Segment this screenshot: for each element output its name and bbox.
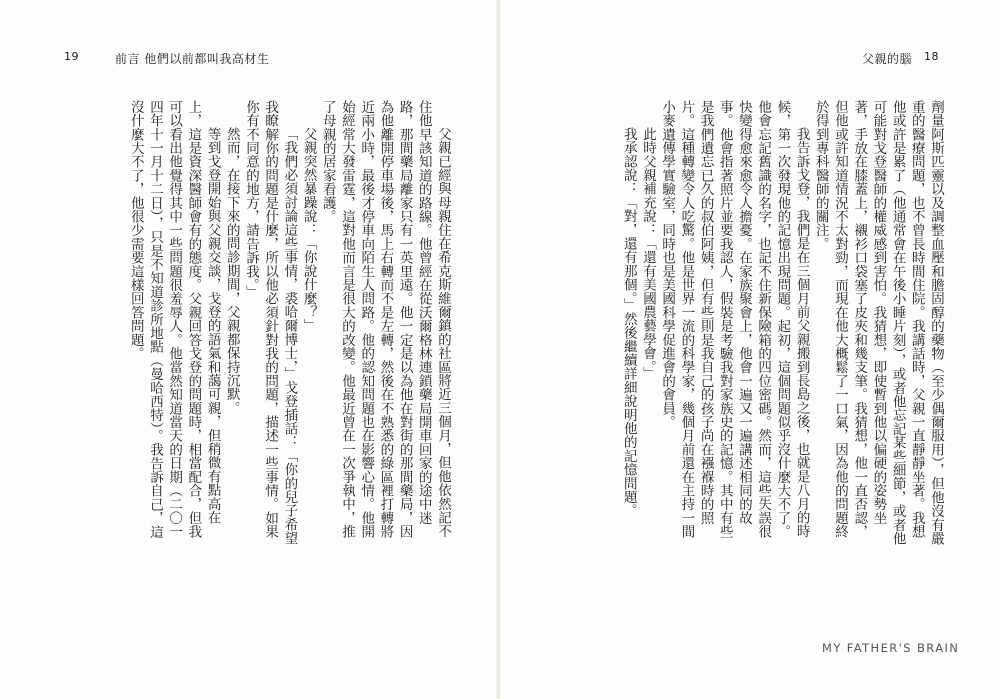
- right-paragraph: 劑量阿斯匹靈以及調整血壓和膽固醇的藥物（至少偶爾服用），但他沒有嚴重的醫療問題，也不曾長時間住院。我講話時，父親一直靜靜坐著。我想他或許是累了（他通常會在午後小睡片刻），或者他忘記某些細節，或者他可能對戈登醫師的權威感到害怕。我猜想，即使暫到他以偏硬的姿勢坐著，手放在膝蓋上，襯衫口袋塞了皮夾和幾支筆。我猜想，他一直否認，但他或許知道情況不太對勁，而現在他大概鬆了一口氣，因為他的問題終於得到專科醫師的關注。: [812, 100, 944, 546]
- left-running-head: 前言 他們以前都叫我高材生: [115, 52, 270, 66]
- right-page-number: 18: [924, 50, 939, 63]
- left-paragraph: 「我們必須討論這些事情，裘哈爾博士，」戈登插話：「你的兒子希望我瞭解你的問題是什麼，所以他必須針對我的問題，描述一些事情。如果你有不同意的地方，請告訴我。」: [242, 100, 298, 545]
- footer-book-title: MY FATHER'S BRAIN: [822, 641, 960, 655]
- right-body-text: [585, 100, 945, 550]
- right-page: [500, 0, 1000, 699]
- right-paragraph: 我告訴戈登，我們是在三個月前父親搬到長島之後，也就是八月的時候，第一次發現他的記憶出現問題。起初，這個問題似乎沒什麼大不了。他會忘記舊識的名字，也記不住新保險箱的四位密碼。然而，這些失誤很快變得愈來愈令人擔憂。在家族聚會上，他會一遍又一遍講述相同的故事。他會指著照片並要我認人，假裝是考驗我對家族史的記憶。其中有些是我們遺忘已久的叔伯阿姨，但有些則是我自己的孩子尚在襁褓時的照片。這種轉變令人吃驚。他是世界一流的科學家，幾個月前還在主持一間小麥遺傳學實驗室，同時也是美國科學促進會的會員。: [659, 100, 810, 539]
- left-paragraph: 然而，在接下來的問診期間，父親都保持沉默。: [223, 127, 240, 415]
- left-paragraph: 等到戈登開始與父親交談，戈登的語氣和藹可親，但稍微有點高在上，這是資深醫師會有的態度。父親回答戈登的問題時，相當配合，但我可以看出他覺得其中一些問題很羞辱人。他當然知道當天的日期（二〇一四年十一月十二日），只是不知道診所地點（曼哈西特）。我告訴自己，這沒什麼大不了，他很少需要這樣回答問題。: [127, 100, 221, 539]
- left-paragraph: 父親突然暴躁說：「你說什麼？」: [300, 127, 317, 333]
- left-body-text: [60, 100, 452, 550]
- left-paragraph: 父親已經與母親住在希克斯維爾鎮的社區將近三個月，但他依然記不住他早該知道的路線。他曾經在從沃爾格林連鎖藥局開車回家的途中迷路，那間藥局離家只有一英里遠。他一定是以為他在對街的那間藥局，因為他離開停車場後，馬上右轉而不是左轉，然後在不熟悉的綠區裡打轉將近兩小時，最後才停車向陌生人問路。他的認知問題也在影響心情。他開始經常大發雷霆，這對他而言是很大的改變。他最近曾在一次爭執中，推了母親的居家看護。: [319, 100, 451, 539]
- right-paragraph: 我承認說：「對，還有那個。」然後繼續詳細說明他的記憶問題。: [620, 127, 637, 518]
- right-paragraph: 此時父親補充說：「還有美國農藝學會。」: [639, 127, 656, 381]
- left-page-number: 19: [64, 50, 79, 63]
- right-running-head: 父親的腦: [862, 52, 913, 66]
